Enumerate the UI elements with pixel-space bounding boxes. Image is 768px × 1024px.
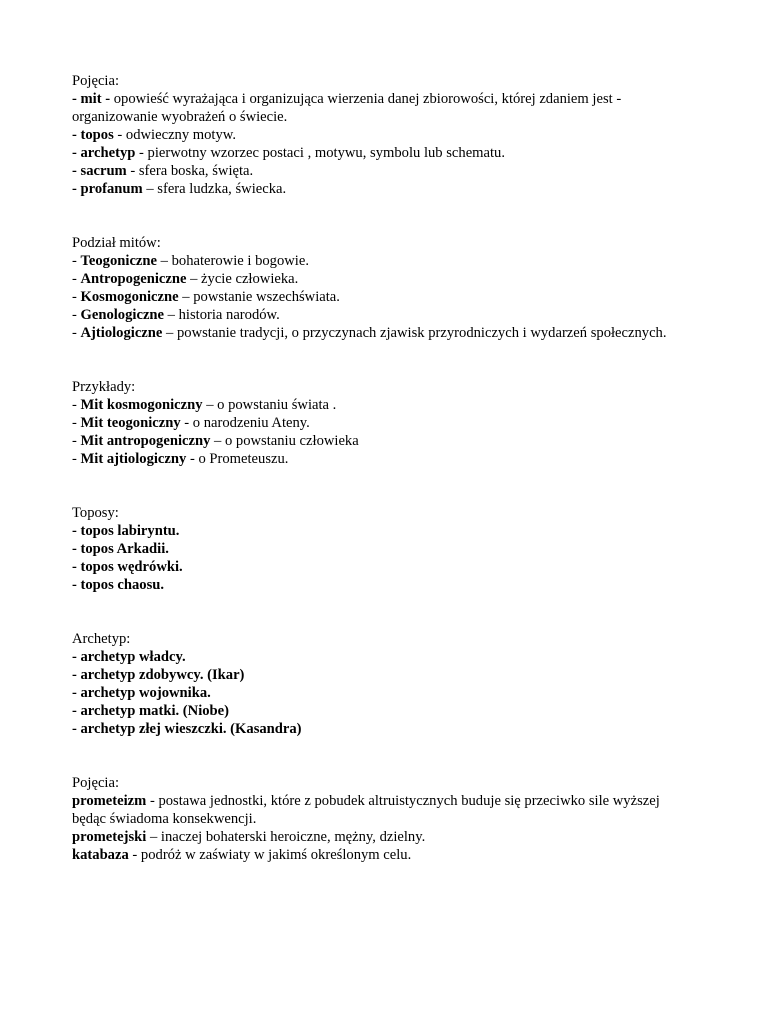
- bold-term: Genologiczne: [80, 307, 165, 323]
- section-heading: [72, 774, 712, 792]
- text-run: - postawa jednostki, które z pobudek altruistycznych buduje się przeciwko sile wyższej: [146, 793, 660, 809]
- section-heading: [72, 72, 712, 90]
- text-line: [72, 108, 712, 126]
- text-run: – powstanie tradycji, o przyczynach zjawisk przyrodniczych i wydarzeń społecznych.: [162, 325, 667, 341]
- text-run: -: [72, 307, 81, 323]
- text-run: - sfera boska, święta.: [126, 163, 254, 179]
- text-run: – sfera ludzka, świecka.: [142, 181, 287, 197]
- bold-term: - archetyp złej wieszczki. (Kasandra): [72, 721, 302, 737]
- section-heading: [72, 234, 712, 252]
- text-run: – inaczej bohaterski heroiczne, mężny, dzielny.: [146, 829, 426, 845]
- bold-term: katabaza: [72, 847, 129, 863]
- text-line: [72, 396, 712, 414]
- document-section: [72, 630, 712, 738]
- text-line: [72, 522, 712, 540]
- section-heading: [72, 504, 712, 522]
- text-line: [72, 540, 712, 558]
- text-line: [72, 180, 712, 198]
- document-section: [72, 774, 712, 864]
- section-heading: [72, 630, 712, 648]
- bold-term: Teogoniczne: [80, 253, 157, 269]
- bold-term: prometeizm: [72, 793, 147, 809]
- text-line: [72, 126, 712, 144]
- bold-term: - topos wędrówki.: [72, 559, 183, 575]
- document-section: [72, 378, 712, 468]
- text-line: [72, 810, 712, 828]
- text-line: [72, 270, 712, 288]
- text-line: [72, 144, 712, 162]
- text-line: [72, 666, 712, 684]
- text-line: [72, 450, 712, 468]
- text-run: -: [72, 451, 81, 467]
- text-run: -: [72, 253, 81, 269]
- text-run: -: [72, 289, 81, 305]
- text-line: [72, 648, 712, 666]
- bold-term: - topos labiryntu.: [72, 523, 180, 539]
- bold-term: Ajtiologiczne: [80, 325, 163, 341]
- text-line: [72, 792, 712, 810]
- bold-term: - archetyp wojownika.: [72, 685, 211, 701]
- text-run: Toposy:: [72, 505, 119, 521]
- bold-term: - archetyp władcy.: [72, 649, 186, 665]
- text-line: [72, 702, 712, 720]
- bold-term: - archetyp matki. (Niobe): [72, 703, 229, 719]
- text-run: – bohaterowie i bogowie.: [157, 253, 309, 269]
- text-run: -: [72, 433, 81, 449]
- text-run: Pojęcia:: [72, 73, 120, 89]
- text-line: [72, 162, 712, 180]
- text-line: [72, 252, 712, 270]
- text-line: [72, 324, 712, 342]
- text-run: Pojęcia:: [72, 775, 120, 791]
- text-line: [72, 288, 712, 306]
- bold-term: Antropogeniczne: [80, 271, 187, 287]
- text-run: - pierwotny wzorzec postaci , motywu, symbolu lub schematu.: [135, 145, 506, 161]
- document-section: [72, 234, 712, 342]
- bold-term: - topos: [72, 127, 114, 143]
- text-line: [72, 684, 712, 702]
- text-line: [72, 558, 712, 576]
- text-run: Archetyp:: [72, 631, 131, 647]
- bold-term: - topos chaosu.: [72, 577, 165, 593]
- bold-term: Mit teogoniczny: [80, 415, 181, 431]
- bold-term: - archetyp: [72, 145, 136, 161]
- text-run: - o narodzeniu Ateny.: [180, 415, 310, 431]
- text-run: -: [72, 271, 81, 287]
- text-run: – życie człowieka.: [186, 271, 299, 287]
- text-run: -: [72, 325, 81, 341]
- bold-term: Kosmogoniczne: [80, 289, 179, 305]
- text-run: -: [72, 415, 81, 431]
- document-section: [72, 504, 712, 594]
- text-line: [72, 720, 712, 738]
- document-section: [72, 72, 712, 198]
- text-line: [72, 432, 712, 450]
- text-run: - o Prometeuszu.: [186, 451, 289, 467]
- text-run: organizowanie wyobrażeń o świecie.: [72, 109, 288, 125]
- document-page: [72, 72, 712, 864]
- text-line: [72, 846, 712, 864]
- bold-term: prometejski: [72, 829, 147, 845]
- text-line: [72, 90, 712, 108]
- bold-term: Mit antropogeniczny: [80, 433, 211, 449]
- bold-term: - sacrum: [72, 163, 127, 179]
- text-run: – powstanie wszechświata.: [178, 289, 340, 305]
- text-line: [72, 576, 712, 594]
- text-run: - podróż w zaświaty w jakimś określonym celu.: [128, 847, 412, 863]
- text-line: [72, 306, 712, 324]
- text-run: -: [72, 397, 81, 413]
- bold-term: - profanum: [72, 181, 143, 197]
- bold-term: - topos Arkadii.: [72, 541, 169, 557]
- text-run: – historia narodów.: [164, 307, 280, 323]
- bold-term: Mit kosmogoniczny: [80, 397, 203, 413]
- text-run: - odwieczny motyw.: [113, 127, 237, 143]
- text-run: Przykłady:: [72, 379, 136, 395]
- text-line: [72, 414, 712, 432]
- text-run: – o powstaniu świata .: [202, 397, 337, 413]
- text-line: [72, 828, 712, 846]
- text-run: – o powstaniu człowieka: [210, 433, 359, 449]
- bold-term: - mit -: [72, 91, 111, 107]
- section-heading: [72, 378, 712, 396]
- text-run: opowieść wyrażająca i organizująca wierzenia danej zbiorowości, której zdaniem jest -: [110, 91, 622, 107]
- text-run: będąc świadoma konsekwencji.: [72, 811, 257, 827]
- bold-term: - archetyp zdobywcy. (Ikar): [72, 667, 245, 683]
- text-run: Podział mitów:: [72, 235, 161, 251]
- bold-term: Mit ajtiologiczny: [80, 451, 187, 467]
